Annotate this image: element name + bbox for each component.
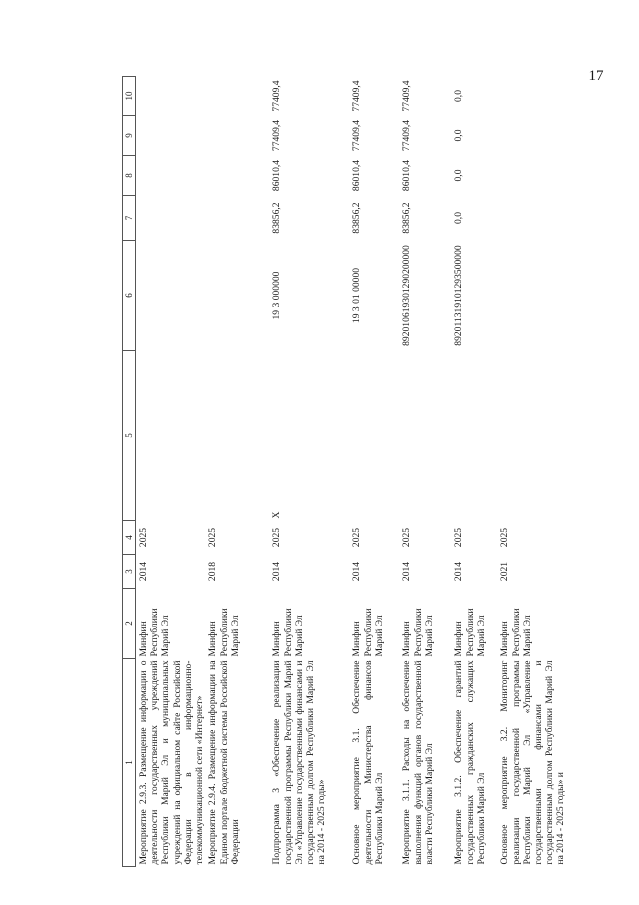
row-value-7 [136, 196, 206, 241]
row-value-10: 0,0 [453, 90, 465, 102]
row-start-year: 2014 [401, 561, 413, 582]
row-end-year: 2025 [207, 527, 219, 548]
header-row [123, 77, 136, 867]
row-value-8 [497, 156, 575, 196]
page-number: 17 [588, 68, 604, 84]
row-budget-code [205, 241, 269, 351]
row-value-10 [136, 77, 206, 116]
row-value-9 [205, 116, 269, 156]
row-budget-code [497, 241, 575, 351]
row-value-7: 83856,2 [271, 202, 283, 234]
row-start-year: 2014 [271, 561, 283, 582]
row-value-7 [497, 196, 575, 241]
column-header: 7 [123, 196, 136, 241]
row-end-year: 2025 [271, 527, 283, 548]
rotated-table-wrapper [122, 77, 568, 867]
row-value-7: 0,0 [453, 212, 465, 224]
row-end-year: 2025 [401, 527, 413, 548]
row-executor: Минфин Республики Марий Эл [453, 608, 487, 657]
row-name: Мероприятие 2.9.3. Размещение информации о деятельности государственных учреждений Республики Марий Эл и муниципальных учреждений на официальном сайте Российской Федерации в информационно-телекоммуникационной сети «Интернет» [138, 660, 206, 865]
row-col5 [136, 351, 206, 521]
column-header: 4 [123, 521, 136, 555]
row-start-year: 2021 [499, 561, 511, 582]
row-value-7: 83856,2 [401, 202, 413, 234]
row-value-10: 77409,4 [351, 80, 363, 112]
row-end-year: 2025 [351, 527, 363, 548]
row-col5 [497, 351, 575, 521]
row-value-9: 77409,4 [271, 119, 283, 152]
row-executor: Минфин Республики Марий Эл [207, 608, 241, 657]
table-row [349, 77, 399, 867]
row-start-year: 2014 [453, 561, 465, 582]
row-value-10: 77409,4 [401, 80, 413, 112]
row-value-8: 86010,4 [401, 159, 413, 192]
row-col5: Х [271, 511, 283, 519]
table-row [136, 77, 206, 867]
row-col5 [399, 351, 451, 521]
row-value-10 [205, 77, 269, 116]
column-header: 2 [123, 589, 136, 659]
row-budget-code: 892011319101293500000 [453, 245, 465, 346]
row-value-8: 0,0 [453, 169, 465, 182]
row-value-8: 86010,4 [351, 159, 363, 192]
table-row [451, 77, 497, 867]
row-name: Основное мероприятие 3.2. Мониторинг реализации государственной программы Республики Марий Эл «Управление государственными финансами и государственным долгом Республики Марий Эл на 2014 - 2025 годы» и [499, 660, 567, 865]
row-budget-code: 892010619301290200000 [401, 245, 413, 346]
row-end-year: 2025 [453, 527, 465, 548]
table-row [269, 77, 349, 867]
row-value-9: 0,0 [453, 129, 465, 142]
table-row [205, 77, 269, 867]
row-value-8: 86010,4 [271, 159, 283, 192]
row-value-9 [497, 116, 575, 156]
row-value-9: 77409,4 [351, 119, 363, 152]
row-start-year: 2014 [138, 561, 149, 582]
row-budget-code [136, 241, 206, 351]
row-end-year: 2025 [499, 527, 511, 548]
row-col5 [349, 351, 399, 521]
row-start-year: 2014 [351, 561, 363, 582]
row-value-10: 77409,4 [271, 80, 283, 112]
row-col5 [451, 351, 497, 521]
row-value-9 [136, 116, 206, 156]
column-header: 10 [123, 77, 136, 116]
column-header: 5 [123, 351, 136, 521]
row-executor: Минфин Республики Марий Эл [271, 608, 305, 657]
row-value-10 [497, 77, 575, 116]
row-value-8 [205, 156, 269, 196]
row-name: Основное мероприятие 3.1. Обеспечение деятельности Министерства финансов Республики Марий Эл [351, 660, 385, 865]
row-start-year: 2018 [207, 561, 219, 582]
column-header: 3 [123, 555, 136, 589]
table-row [497, 77, 575, 867]
program-table [122, 76, 575, 867]
column-header: 1 [123, 659, 136, 867]
row-executor: Минфин Республики Марий Эл [138, 608, 172, 657]
row-budget-code: 19 3 01 00000 [351, 267, 363, 324]
row-col5 [205, 351, 269, 521]
row-end-year: 2025 [138, 527, 149, 548]
column-header: 6 [123, 241, 136, 351]
row-executor: Минфин Республики Марий Эл [401, 608, 435, 657]
row-value-7: 83856,2 [351, 202, 363, 234]
row-name: Мероприятие 3.1.1. Расходы на обеспечение выполнения функций органов государственной власти Республики Марий Эл [401, 660, 435, 865]
row-name: Подпрограмма 3 «Обеспечение реализации государственной программы Республики Марий Эл «Управление государственными финансами и государственным долгом Республики Марий Эл на 2014 - 2025 годы» [271, 660, 328, 865]
row-name: Мероприятие 3.1.2. Обеспечение гарантий государственных гражданских служащих Республики Марий Эл [453, 660, 487, 865]
row-name: Мероприятие 2.9.4. Размещение информации на Едином портале бюджетной системы Российской Федерации [207, 660, 241, 865]
row-budget-code: 19 3 000000 [271, 271, 283, 320]
column-header: 9 [123, 116, 136, 156]
row-value-8 [136, 156, 206, 196]
table-row [399, 77, 451, 867]
row-value-7 [205, 196, 269, 241]
row-executor: Минфин Республики Марий Эл [351, 608, 385, 657]
row-executor: Минфин Республики Марий Эл [499, 608, 533, 657]
row-value-9: 77409,4 [401, 119, 413, 152]
column-header: 8 [123, 156, 136, 196]
